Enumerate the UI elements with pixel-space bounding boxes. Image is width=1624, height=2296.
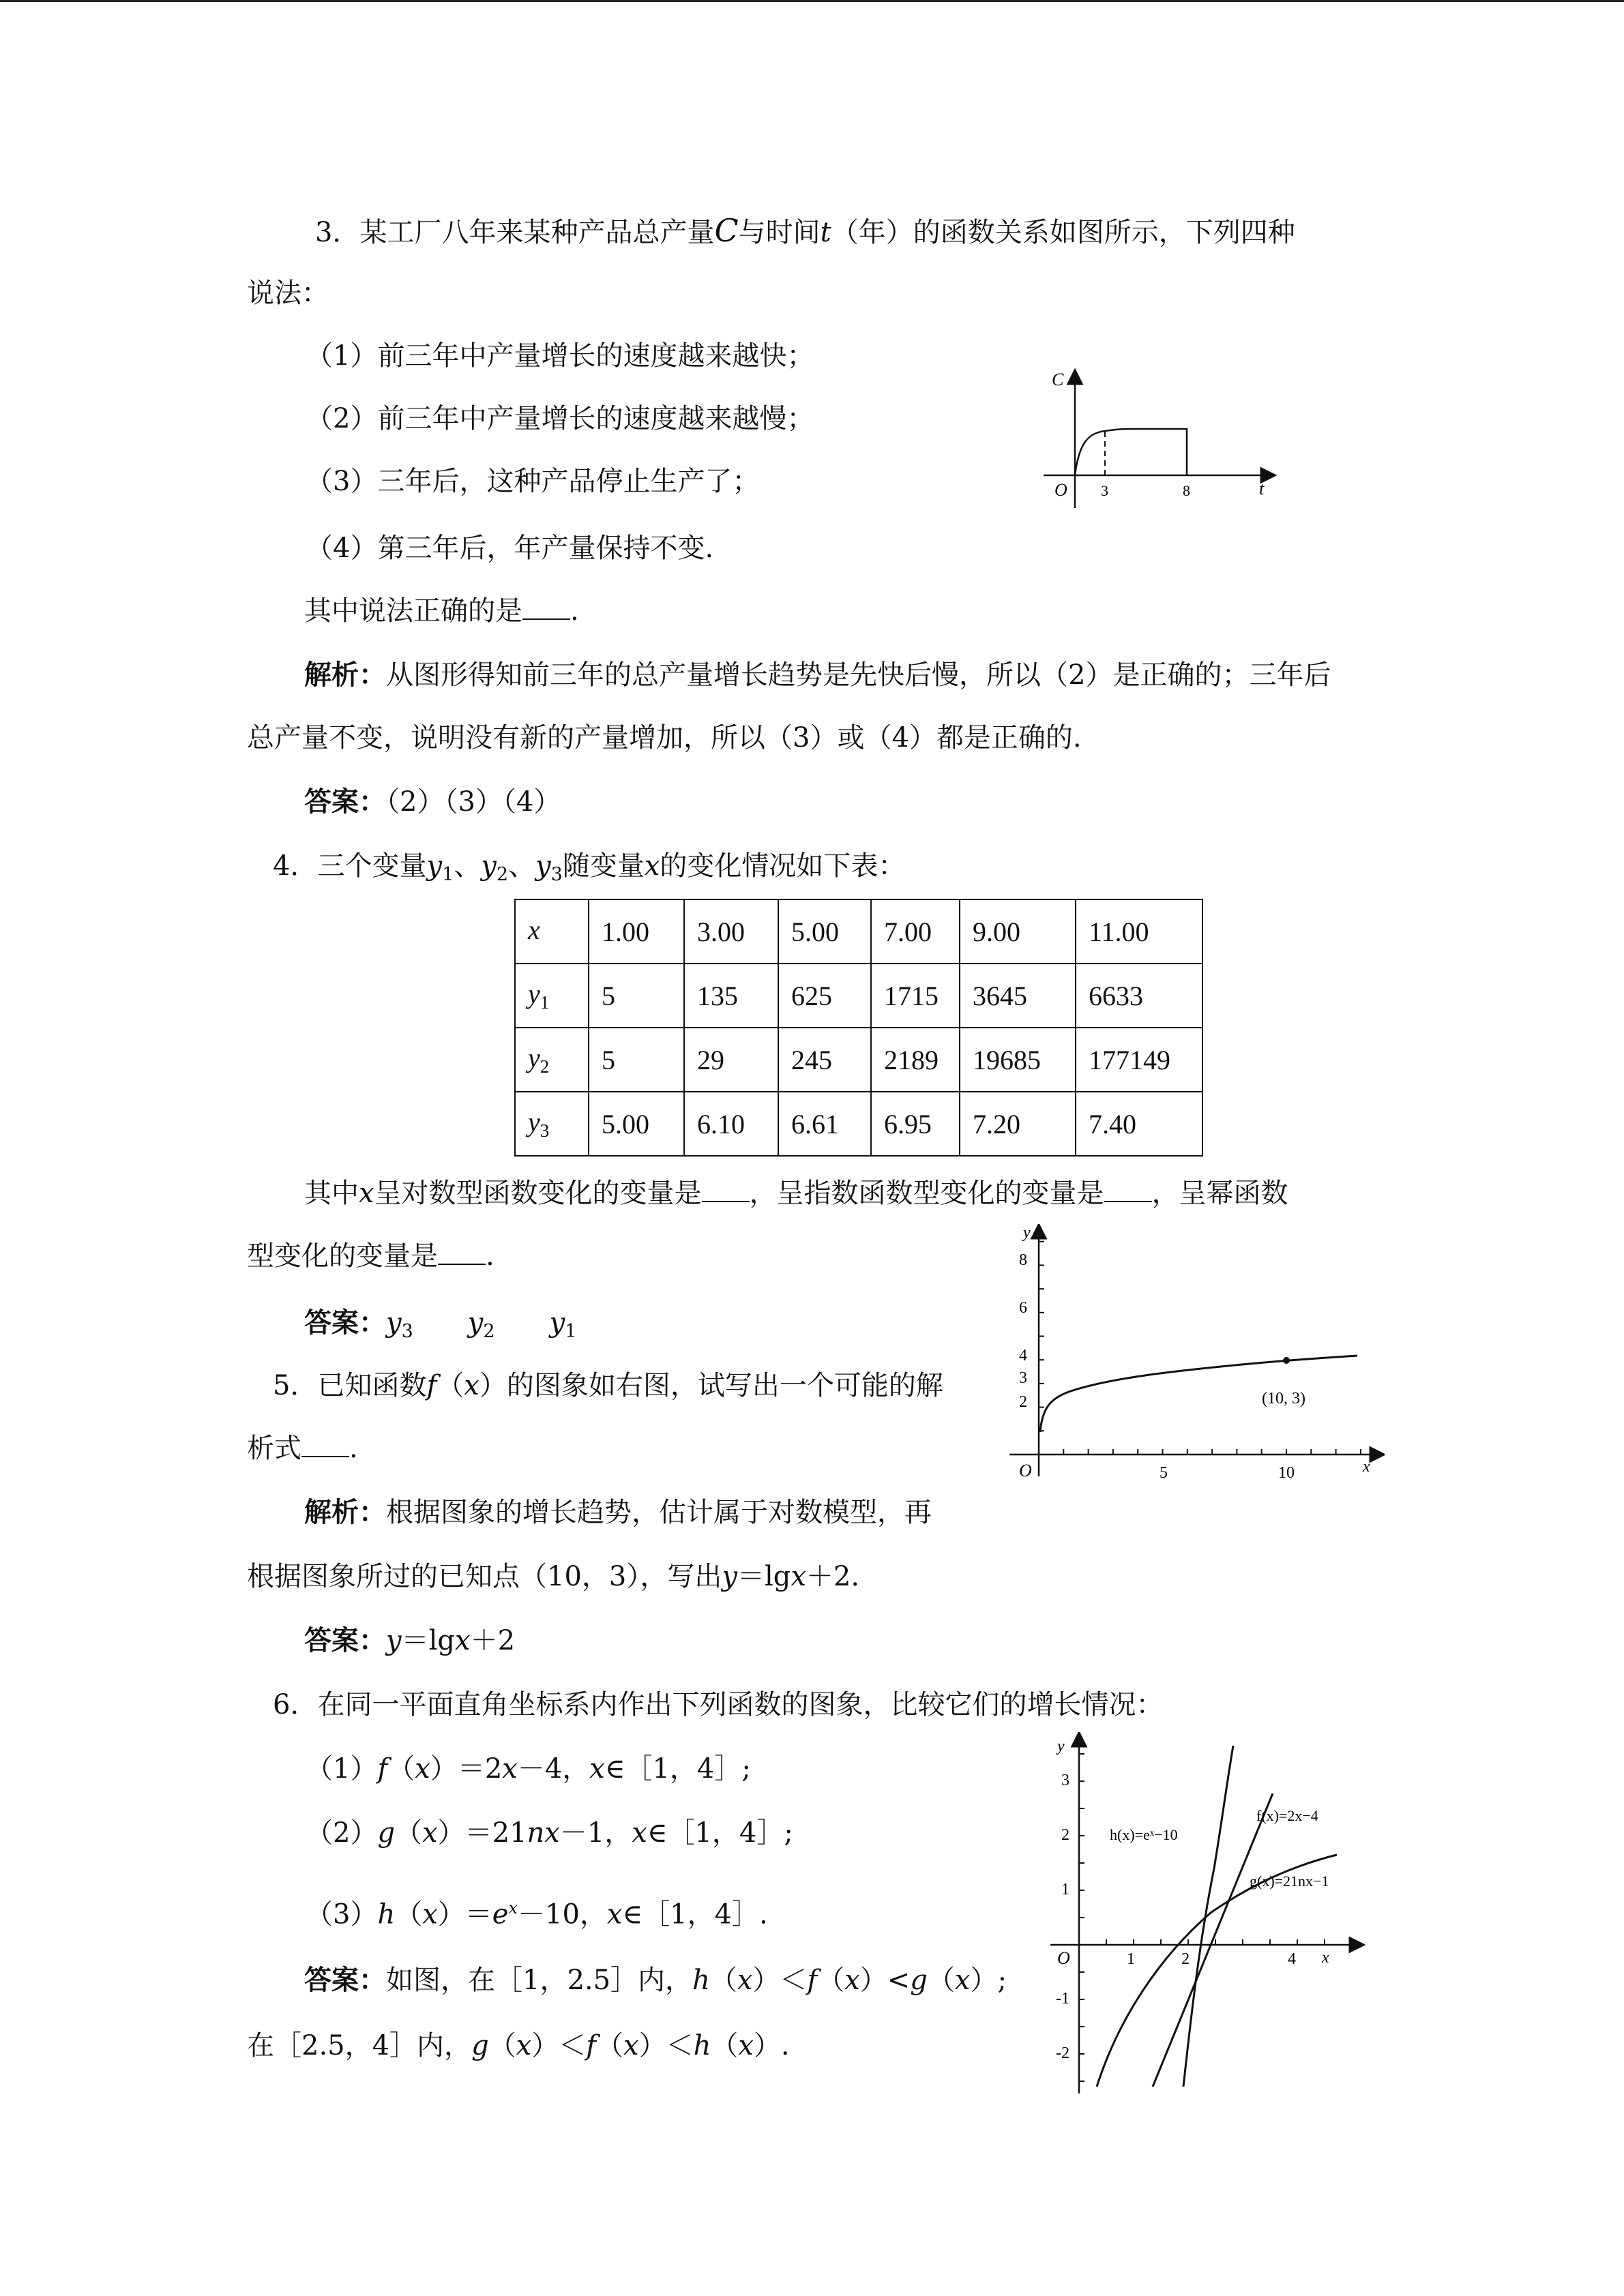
tick-label: 8	[1019, 1251, 1027, 1269]
variable-table	[514, 899, 1203, 1157]
label-h: h(x)=eˣ−10	[1110, 1826, 1178, 1843]
table-cell: 6633	[1076, 964, 1202, 1028]
table-row	[515, 899, 1202, 964]
q4-answer: 答案：$y_3$ $y_2$ $y_1$	[304, 1307, 577, 1342]
table-cell: 19685	[960, 1028, 1076, 1092]
origin-label: O	[1054, 480, 1067, 500]
q6-item-1: （1）f（x）＝2x－4，x∈［1，4］;	[306, 1753, 751, 1785]
table-row-header: $y_3$	[515, 1092, 589, 1156]
q5-analysis-1: 解析：根据图象的增长趋势，估计属于对数模型，再	[304, 1496, 932, 1528]
curve-g	[1097, 1855, 1337, 2087]
table-cell: 5	[589, 1028, 684, 1092]
table-row	[515, 1092, 1202, 1156]
tick-label: 5	[1160, 1464, 1168, 1482]
q3-statement-4: （4）第三年后，年产量保持不变.	[306, 533, 714, 564]
answer-blank	[522, 593, 570, 620]
table-cell: 5.00	[589, 1092, 684, 1156]
tick-label: 2	[1019, 1393, 1027, 1411]
table-cell: 7.40	[1076, 1092, 1202, 1156]
table-cell: 3.00	[684, 899, 778, 964]
label-g: g(x)=21nx−1	[1250, 1873, 1329, 1890]
tick-label: 1	[1061, 1881, 1069, 1898]
q5-log-graph	[1003, 1224, 1385, 1490]
tick-label: 3	[1061, 1772, 1069, 1789]
tick-label: 2	[1181, 1950, 1190, 1968]
q6-answer-1: 答案：如图，在［1，2.5］内，h（x）＜f（x）<g（x）;	[304, 1964, 1007, 1996]
answer-blank	[702, 1175, 750, 1202]
axis-label-x: x	[1363, 1458, 1370, 1476]
table-cell: 135	[684, 964, 778, 1028]
q3-line-1: 3．某工厂八年来某种产品总产量C与时间t（年）的函数关系如图所示，下列四种	[315, 212, 1295, 249]
table-cell: 6.61	[778, 1092, 871, 1156]
axis-label-c: C	[1052, 370, 1064, 389]
origin-label: O	[1019, 1461, 1032, 1480]
q5-analysis-2: 根据图象所过的已知点（10，3），写出y＝lgx＋2.	[247, 1561, 860, 1592]
table-row	[515, 1028, 1202, 1092]
q5-line-2: 析式 .	[247, 1429, 358, 1467]
tick-label: 1	[1127, 1950, 1135, 1968]
table-row-header: $y_1$	[515, 964, 589, 1028]
q6-answer-2: 在［2.5，4］内，g（x）＜f（x）＜h（x）.	[247, 2030, 790, 2061]
table-cell: 5	[589, 964, 684, 1028]
q3-production-graph	[1037, 361, 1282, 518]
answer-blank	[301, 1430, 349, 1457]
q4-intro: 4．三个变量$y_1$、$y_2$、$y_3$随变量x的变化情况如下表：	[273, 850, 906, 885]
table-cell: 245	[778, 1028, 871, 1092]
tick-label: -2	[1056, 2044, 1069, 2062]
q3-statement-2: （2）前三年中产量增长的速度越来越慢；	[306, 403, 814, 434]
table-cell: 1.00	[589, 899, 684, 964]
q3-statement-1: （1）前三年中产量增长的速度越来越快；	[306, 340, 814, 372]
axis-label-t: t	[1259, 479, 1265, 498]
axis-label-y: y	[1023, 1224, 1031, 1242]
table-cell: 7.20	[960, 1092, 1076, 1156]
table-cell: 11.00	[1076, 899, 1202, 964]
q5-answer: 答案：y＝lgx＋2	[304, 1624, 516, 1656]
tick-label: 4	[1019, 1347, 1027, 1365]
table-cell: 7.00	[871, 899, 960, 964]
table-row-header: x	[515, 899, 589, 964]
origin-label: O	[1057, 1948, 1070, 1968]
tick-label: 8	[1183, 482, 1190, 499]
top-border	[0, 0, 1624, 2]
table-cell: 5.00	[778, 899, 871, 964]
answer-blank	[438, 1238, 486, 1265]
label-f: f(x)=2x−4	[1256, 1807, 1318, 1824]
q6-intro: 6．在同一平面直角坐标系内作出下列函数的图象，比较它们的增长情况：	[273, 1689, 1164, 1720]
tick-label: 10	[1278, 1464, 1295, 1482]
q3-analysis-2: 总产量不变，说明没有新的产量增加，所以（3）或（4）都是正确的.	[247, 722, 1082, 754]
q6-functions-graph	[1037, 1732, 1378, 2100]
tick-label: -1	[1056, 1990, 1069, 2008]
q3-analysis-1: 解析：从图形得知前三年的总产量增长趋势是先快后慢，所以（2）是正确的；三年后	[304, 659, 1331, 691]
axis-label-y: y	[1057, 1738, 1065, 1755]
table-cell: 9.00	[960, 899, 1076, 964]
axis-label-x: x	[1322, 1949, 1329, 1967]
q6-item-3: $(3)h(x)=e^x-10$，x∈［1，4］.	[306, 1898, 768, 1930]
log-curve	[1040, 1356, 1357, 1432]
table-cell: 6.10	[684, 1092, 778, 1156]
table-cell: 177149	[1076, 1028, 1202, 1092]
q4-question-2: 型变化的变量是 .	[247, 1237, 494, 1275]
q3-line-2: 说法：	[247, 278, 329, 309]
table-cell: 3645	[960, 964, 1076, 1028]
tick-label: 2	[1061, 1826, 1069, 1844]
q3-ask: 其中说法正确的是 .	[304, 592, 579, 630]
table-row-header: $y_2$	[515, 1028, 589, 1092]
tick-label: 6	[1019, 1299, 1027, 1317]
known-point	[1283, 1357, 1290, 1364]
table-cell: 29	[684, 1028, 778, 1092]
q5-line-1: 5．已知函数f（x）的图象如右图，试写出一个可能的解	[273, 1370, 943, 1401]
tick-label: 3	[1101, 482, 1108, 499]
q3-statement-3: （3）三年后，这种产品停止生产了；	[306, 466, 760, 497]
tick-label: 3	[1019, 1369, 1027, 1387]
tick-label: 4	[1288, 1950, 1296, 1968]
table-cell: 1715	[871, 964, 960, 1028]
table-cell: 2189	[871, 1028, 960, 1092]
table-row	[515, 964, 1202, 1028]
table-cell: 6.95	[871, 1092, 960, 1156]
point-label: (10, 3)	[1262, 1390, 1305, 1407]
table-cell: 625	[778, 964, 871, 1028]
answer-blank	[1104, 1175, 1152, 1202]
q6-item-2: （2）g（x）＝21nx－1，x∈［1，4］;	[306, 1817, 793, 1849]
q3-answer: 答案：（2）（3）（4）	[304, 786, 561, 818]
production-curve	[1075, 429, 1187, 475]
q4-question-1: 其中x呈对数型函数变化的变量是 ，呈指数函数型变化的变量是 ，呈幂函数	[304, 1174, 1288, 1212]
